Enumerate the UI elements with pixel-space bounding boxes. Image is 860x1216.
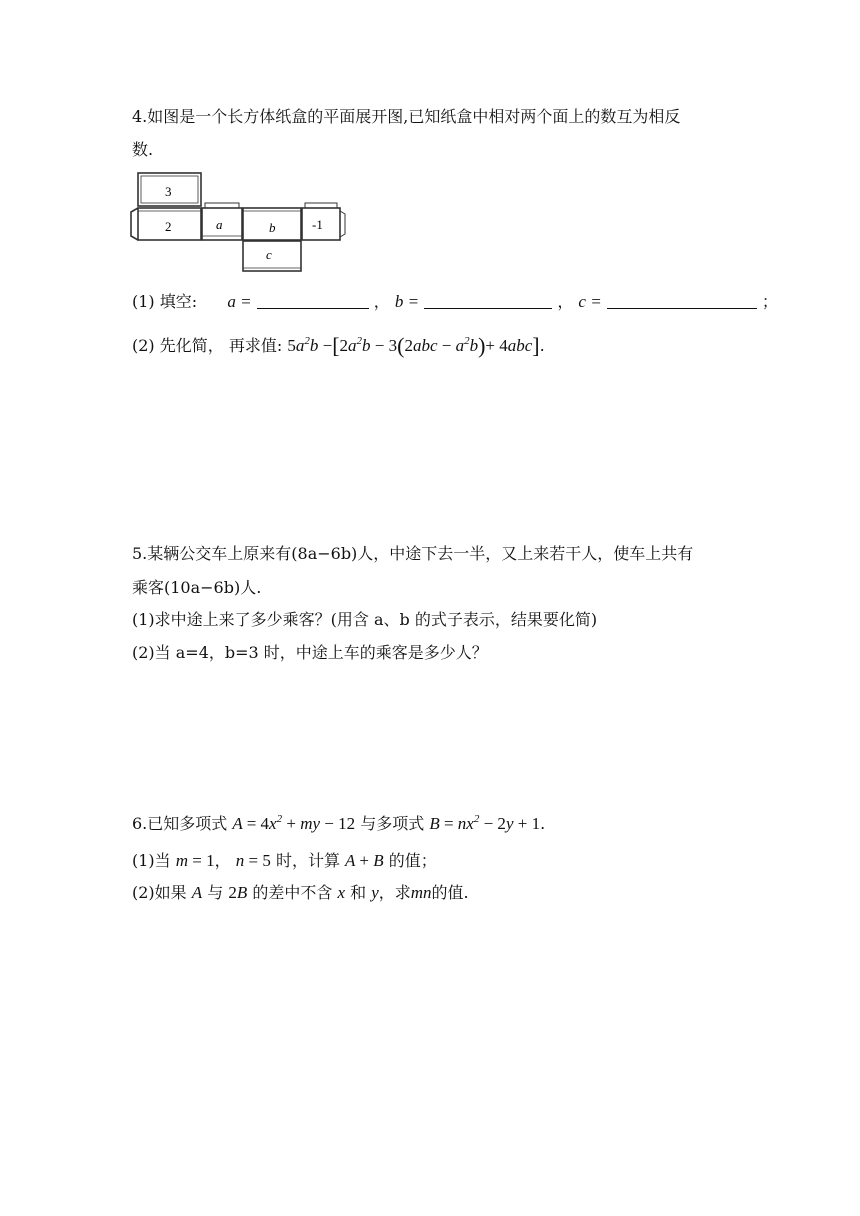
q4-part1 xyxy=(132,291,778,313)
q4-part1-number: (1) xyxy=(132,292,155,311)
q6-n-value: n = 5 xyxy=(235,851,271,870)
q4-separator: ， xyxy=(557,292,574,311)
q4-separator: ， xyxy=(373,292,390,311)
q6-stem-mid: 与多项式 xyxy=(360,814,425,833)
q5-stem-line2: 乘客(10a−6b)人. xyxy=(132,578,262,597)
q6-part1-mid: 时，计算 xyxy=(275,851,340,870)
q6-part1-end: 的值； xyxy=(388,851,437,870)
q6-part2-mid: 与 xyxy=(207,883,224,902)
q6-part1 xyxy=(132,850,437,872)
q6-two-b: 2B xyxy=(228,883,248,902)
net-face4-label: -1 xyxy=(312,217,323,232)
q4-b-answer-blank[interactable] xyxy=(424,292,552,309)
net-face3-label: b xyxy=(269,220,276,235)
box-net-figure xyxy=(128,170,348,278)
q6-product-mn: mn xyxy=(410,883,432,902)
q4-b-prompt: b = xyxy=(394,292,420,311)
q6-part1-prefix: (1)当 xyxy=(132,851,171,870)
q6-sum-expression: A + B xyxy=(345,851,384,870)
q5-part2: (2)当 a=4，b=3 时，中途上车的乘客是多少人？ xyxy=(132,643,488,662)
q6-var-a: A xyxy=(191,883,203,902)
q4-end-mark: ； xyxy=(761,292,778,311)
q5-part1: (1)求中途上来了多少乘客？(用含 a、b 的式子表示，结果要化简) xyxy=(132,610,598,629)
q4-a-answer-blank[interactable] xyxy=(257,292,369,309)
q4-part2 xyxy=(132,335,545,357)
q6-part2-prefix: (2)如果 xyxy=(132,883,187,902)
q4-part2-label: 先化简， 再求值: xyxy=(159,336,283,355)
q6-polynomial-a: $A = 4x^2$ + my − 12 xyxy=(232,813,356,833)
net-top-label: 3 xyxy=(165,184,172,199)
q4-expression: $5a^2b -[2a^2b - 3(2abc - a^2b)+ 4abc]$ xyxy=(287,333,540,358)
q4-c-answer-blank[interactable] xyxy=(607,292,757,309)
q6-stem-prefix: 6.已知多项式 xyxy=(132,814,228,833)
q6-part2-end: 的值. xyxy=(431,883,469,902)
q6-stem xyxy=(132,813,545,835)
q6-polynomial-b: $B = nx^2 - 2y + 1$ xyxy=(429,813,541,833)
q4-stem-line1: 4.如图是一个长方体纸盒的平面展开图,已知纸盒中相对两个面上的数互为相反 xyxy=(132,107,681,126)
q6-m-value: m = 1 xyxy=(175,851,215,870)
net-face2-label: a xyxy=(216,217,223,232)
q6-var-y: y xyxy=(371,883,379,902)
q6-part2 xyxy=(132,882,469,904)
q6-and: 和 xyxy=(350,883,367,902)
q4-a-prompt: a = xyxy=(227,292,252,311)
net-bottom-label: c xyxy=(266,247,272,262)
q4-stem-line2: 数. xyxy=(132,140,154,159)
net-face1-label: 2 xyxy=(165,219,172,234)
q4-part1-label: 填空: xyxy=(159,292,198,311)
q4-part2-number: (2) xyxy=(132,336,155,355)
q6-stem-end: . xyxy=(540,814,546,833)
q6-comma: ， xyxy=(214,851,231,870)
q6-var-x: x xyxy=(337,883,345,902)
q4-c-prompt: c = xyxy=(578,292,602,311)
q6-part2-comma: ，求 xyxy=(378,883,411,902)
q5-stem-line1: 5.某辆公交车上原来有(8a−6b)人，中途下去一半，又上来若干人，使车上共有 xyxy=(132,544,694,563)
q6-part2-mid2: 的差中不含 xyxy=(252,883,333,902)
q4-period: . xyxy=(539,336,545,355)
